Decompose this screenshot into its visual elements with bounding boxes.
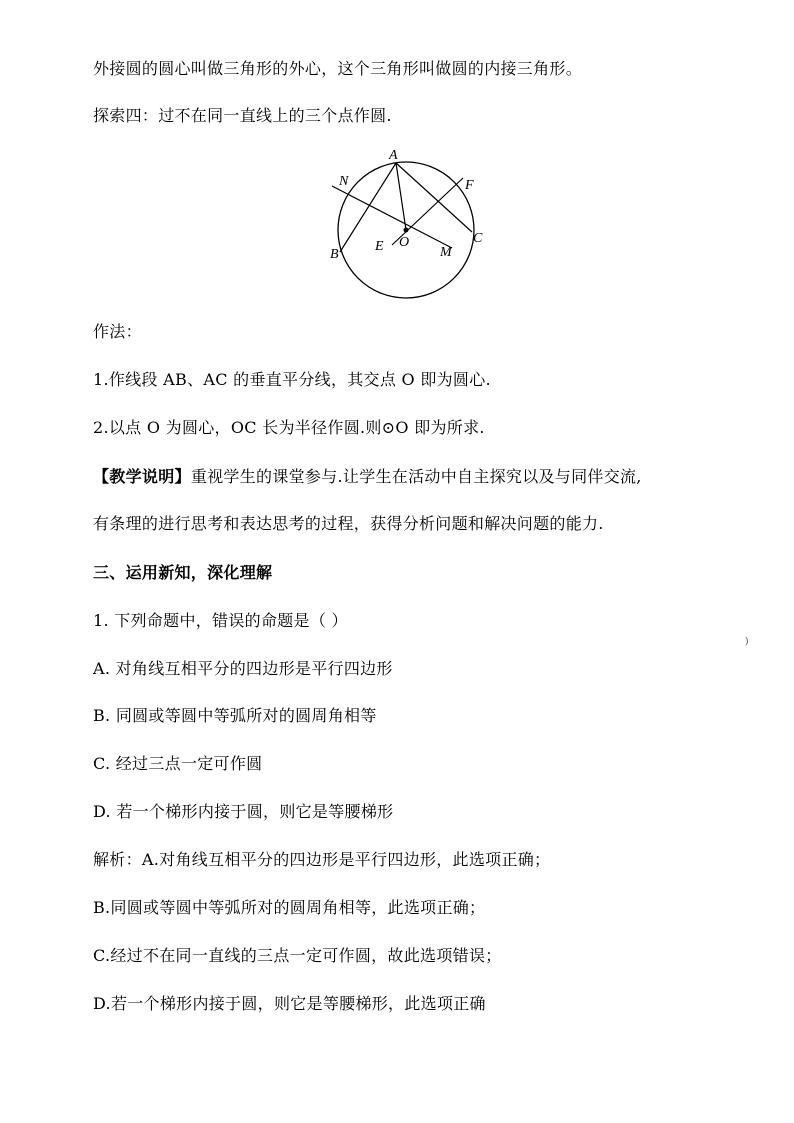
analysis-line-3: C.经过不在同一直线的三点一定可作圆，故此选项错误； [93,946,502,965]
text-line-5: 2.以点 O 为圆心，OC 长为半径作圆.则⊙O 即为所求. [93,418,485,437]
text-line-6 [93,467,642,487]
question-1: 1. 下列命题中，错误的命题是（ ） [93,611,348,630]
margin-mark: ) [745,637,749,647]
label-a: A [389,148,398,163]
option-d: D. 若一个梯形内接于圆，则它是等腰梯形 [93,802,394,821]
center-point-o [404,228,409,233]
text-line-1: 外接圆的圆心叫做三角形的外心，这个三角形叫做圆的内接三角形。 [93,59,583,78]
circumcircle-figure [320,140,500,300]
label-e: E [375,239,384,254]
label-c: C [473,231,483,246]
label-m: M [440,245,452,260]
option-b: B. 同圆或等圆中等弧所对的圆周角相等 [93,706,377,725]
segment-ac [396,163,472,232]
label-b: B [330,247,339,262]
label-o: O [399,235,410,250]
analysis-line-2: B.同圆或等圆中等弧所对的圆周角相等，此选项正确； [93,898,486,917]
text-line-7: 有条理的进行思考和表达思考的过程，获得分析问题和解决问题的能力. [93,514,604,533]
text-line-4: 1.作线段 AB、AC 的垂直平分线，其交点 O 即为圆心. [93,370,491,389]
analysis-line-4: D.若一个梯形内接于圆，则它是等腰梯形，此选项正确 [93,994,486,1013]
option-a: A. 对角线互相平分的四边形是平行四边形 [93,659,393,678]
label-f: F [465,178,474,193]
analysis-line-1: 解析：A.对角线互相平分的四边形是平行四边形，此选项正确； [93,850,551,869]
teaching-note-label: 【教学说明】 [93,467,191,486]
option-c: C. 经过三点一定可作圆 [93,754,263,773]
bisector-nm [332,186,452,248]
label-n: N [339,174,349,189]
text-line-2: 探索四：过不在同一直线上的三个点作圆. [93,106,392,125]
segment-ab [340,163,396,252]
section-heading: 三、运用新知，深化理解 [93,563,273,582]
text-line-3: 作法： [93,322,142,341]
teaching-note-text: 重视学生的课堂参与.让学生在活动中自主探究以及与同伴交流, [190,467,642,486]
